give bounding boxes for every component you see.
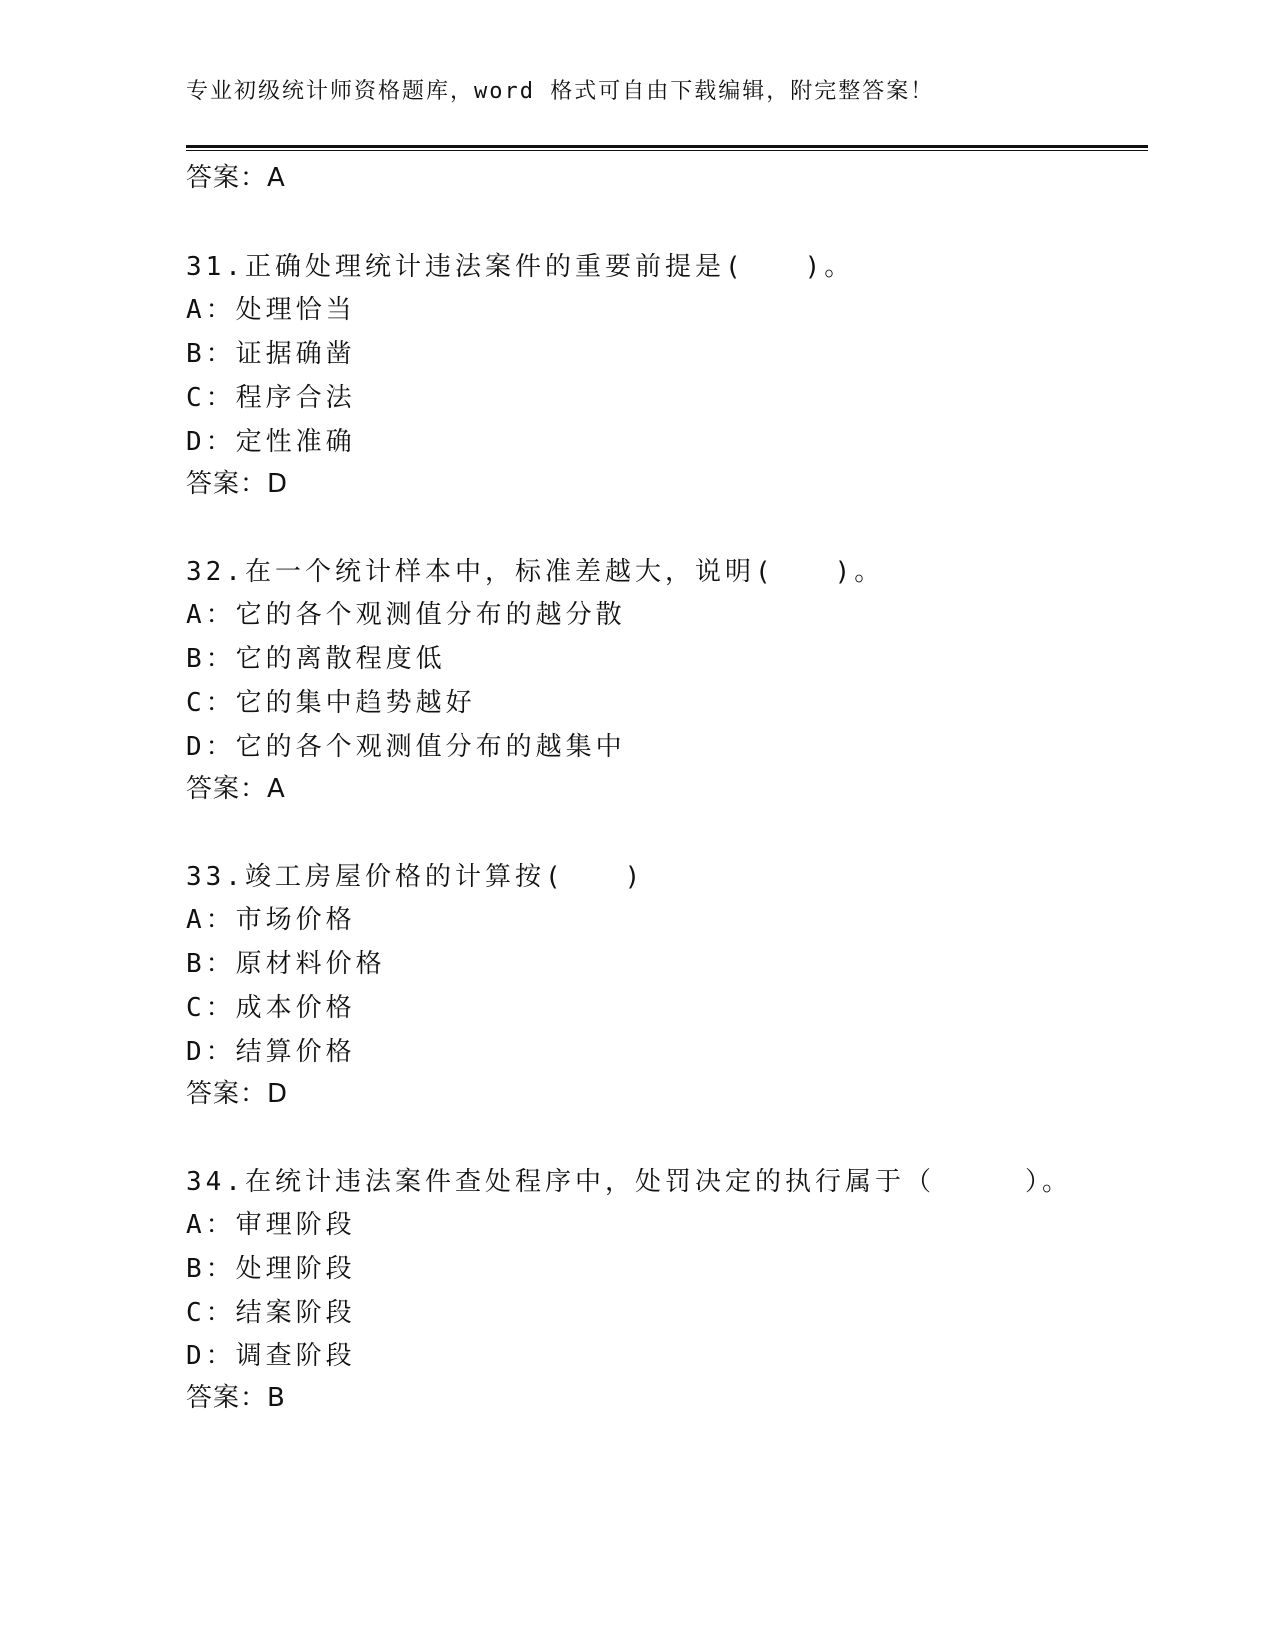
option-d: D：定性准确 [186, 427, 356, 457]
option-b: B：它的离散程度低 [186, 644, 446, 674]
option-c: C：成本价格 [186, 993, 356, 1023]
question-stem: 32.在一个统计样本中，标准差越大，说明( )。 [186, 557, 885, 587]
answer-line: 答案：A [186, 774, 286, 804]
question-stem: 31.正确处理统计违法案件的重要前提是( )。 [186, 252, 855, 282]
option-b: B：原材料价格 [186, 949, 386, 979]
header-rule-thick [186, 145, 1148, 148]
question-stem: 33.竣工房屋价格的计算按( ) [186, 862, 645, 892]
previous-answer: 答案：A [186, 163, 286, 193]
option-c: C：结案阶段 [186, 1298, 356, 1328]
option-a: A：处理恰当 [186, 295, 356, 325]
header-rule [186, 145, 1148, 151]
option-a: A：市场价格 [186, 905, 356, 935]
option-a: A：它的各个观测值分布的越分散 [186, 600, 626, 630]
option-d: D：它的各个观测值分布的越集中 [186, 732, 626, 762]
option-a: A：审理阶段 [186, 1210, 356, 1240]
option-c: C：它的集中趋势越好 [186, 688, 476, 718]
option-d: D：调查阶段 [186, 1341, 356, 1371]
option-c: C：程序合法 [186, 383, 356, 413]
header-rule-thin [186, 150, 1148, 151]
answer-line: 答案：D [186, 469, 289, 499]
answer-line: 答案：D [186, 1079, 289, 1109]
option-b: B：证据确凿 [186, 339, 356, 369]
question-stem: 34.在统计违法案件查处程序中，处罚决定的执行属于（ ）。 [186, 1167, 1072, 1197]
page-header: 专业初级统计师资格题库，word 格式可自由下载编辑，附完整答案！ [186, 79, 935, 104]
option-d: D：结算价格 [186, 1037, 356, 1067]
answer-line: 答案：B [186, 1383, 286, 1413]
option-b: B：处理阶段 [186, 1254, 356, 1284]
